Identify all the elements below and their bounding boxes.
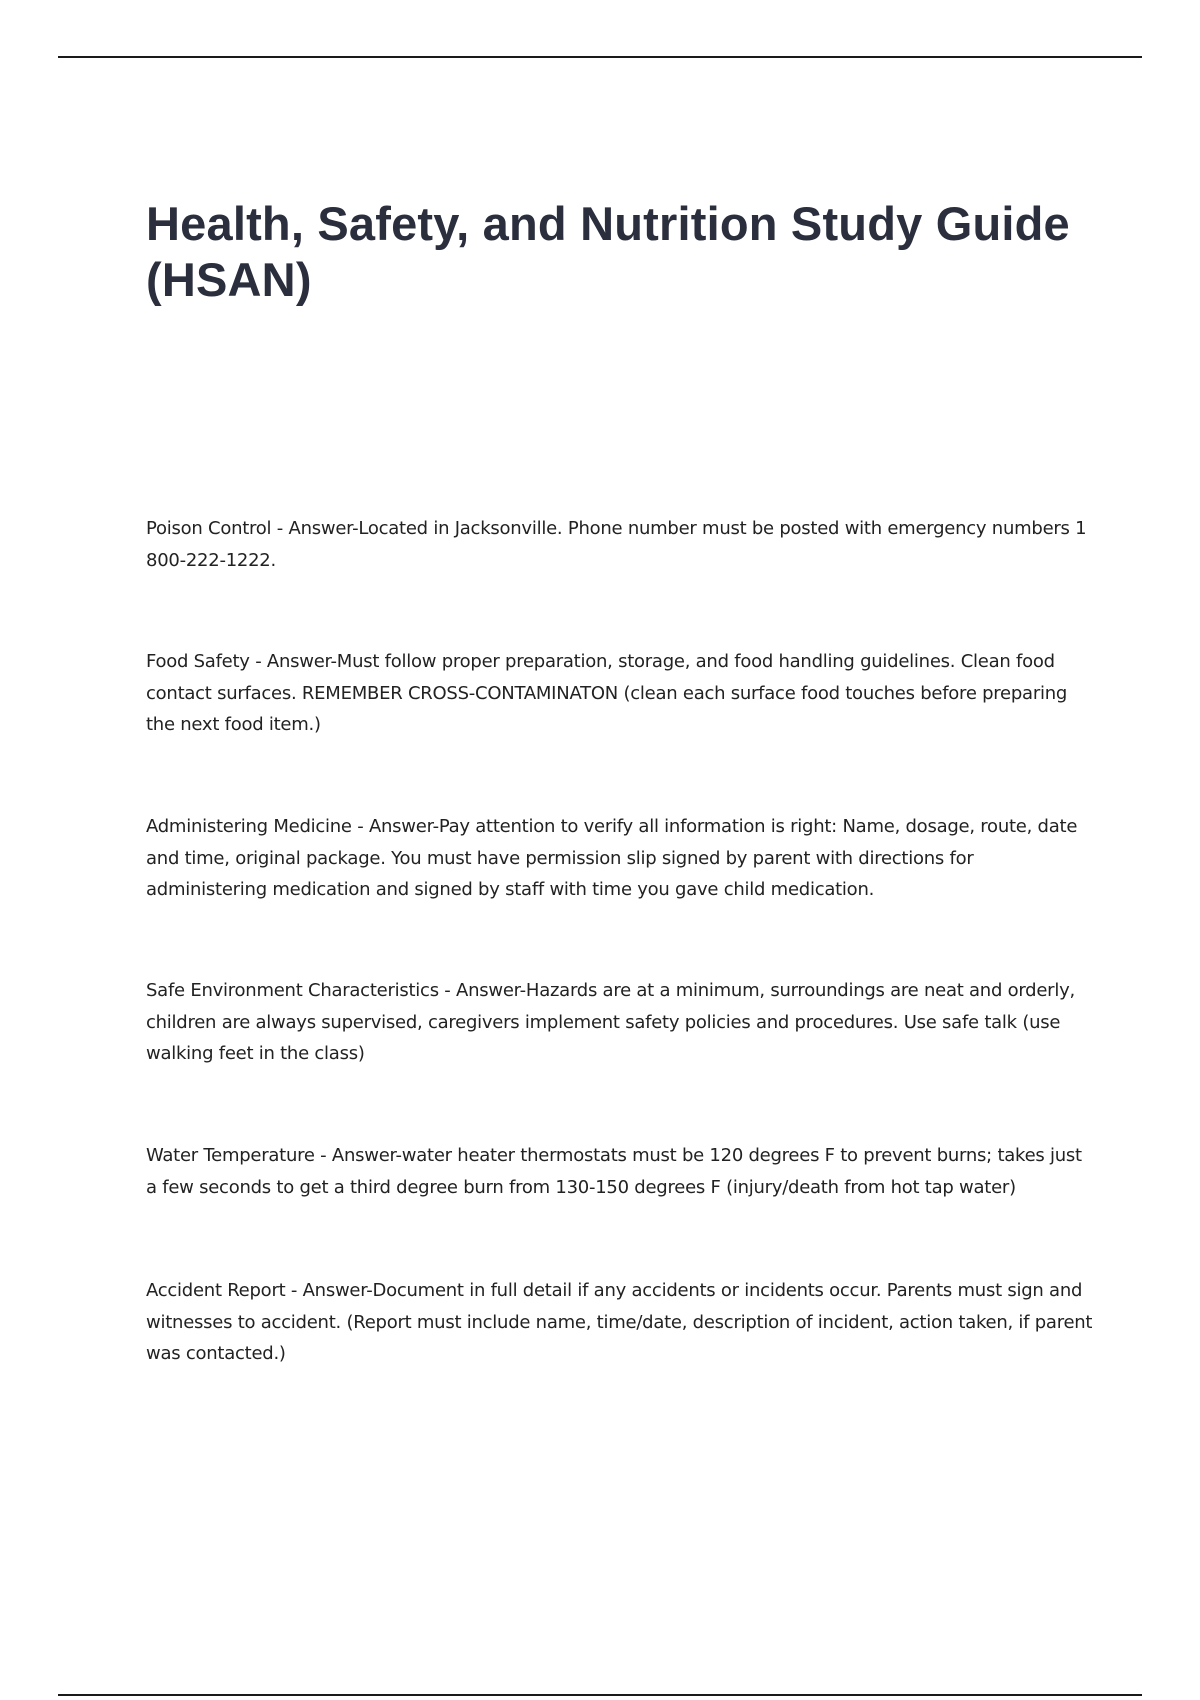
entry-term: Poison Control	[146, 518, 272, 539]
entry-answer: Hazards are at a minimum, surroundings are neat and orderly, children are always supervised, caregivers implement safety policies and procedures. Use safe talk (use walking feet in the class)	[146, 980, 1075, 1064]
qa-entry-safe-environment	[146, 975, 1096, 1070]
qa-entry-administering-medicine	[146, 811, 1096, 906]
document-title: Health, Safety, and Nutrition Study Guide (HSAN)	[146, 197, 1070, 306]
entry-separator: - Answer-	[285, 1280, 373, 1301]
entry-term: Food Safety	[146, 651, 250, 672]
entry-separator: - Answer-	[314, 1145, 402, 1166]
entry-answer: Must follow proper preparation, storage, and food handling guidelines. Clean food contact surfaces. REMEMBER CROSS-CONTAMINATON (clean each surface food touches before preparing the next food item.)	[146, 651, 1068, 735]
entry-separator: - Answer-	[351, 816, 439, 837]
entry-answer: Pay attention to verify all information is right: Name, dosage, route, date and time, original package. You must have permission slip signed by parent with directions for administering medication and signed by staff with time you gave child medication.	[146, 816, 1078, 900]
entry-answer: Document in full detail if any accidents or incidents occur. Parents must sign and witnesses to accident. (Report must include name, time/date, description of incident, action taken, if parent was contacted.)	[146, 1280, 1093, 1364]
entry-term: Accident Report	[146, 1280, 286, 1301]
qa-entry-accident-report	[146, 1275, 1096, 1370]
entry-separator: - Answer-	[249, 651, 337, 672]
qa-entry-food-safety	[146, 646, 1096, 741]
entry-separator: - Answer-	[438, 980, 526, 1001]
entry-term: Administering Medicine	[146, 816, 352, 837]
entry-answer: water heater thermostats must be 120 degrees F to prevent burns; takes just a few seconds to get a third degree burn from 130-150 degrees F (injury/death from hot tap water)	[146, 1145, 1082, 1198]
entry-separator: - Answer-	[271, 518, 359, 539]
top-divider	[58, 56, 1142, 58]
entry-answer: Located in Jacksonville. Phone number must be posted with emergency numbers 1 800-222-1222.	[146, 518, 1087, 571]
qa-entry-poison-control	[146, 513, 1096, 576]
entry-term: Safe Environment Characteristics	[146, 980, 439, 1001]
entry-term: Water Temperature	[146, 1145, 315, 1166]
bottom-divider	[58, 1694, 1142, 1696]
qa-entry-water-temperature	[146, 1140, 1096, 1203]
